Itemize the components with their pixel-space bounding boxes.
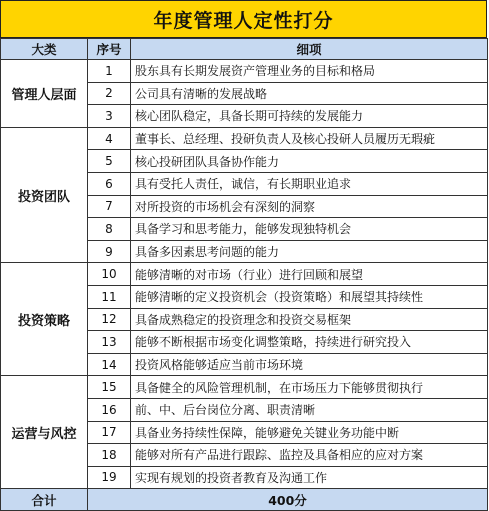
sheet-title: 年度管理人定性打分	[0, 0, 487, 38]
index-cell: 9	[88, 240, 131, 263]
detail-cell: 投资风格能够适应当前市场环境	[131, 353, 488, 376]
table-body	[1, 60, 488, 489]
detail-cell: 核心团队稳定，具备长期可持续的发展能力	[131, 105, 488, 128]
detail-cell: 具备成熟稳定的投资理念和投资交易框架	[131, 308, 488, 331]
index-cell: 18	[88, 444, 131, 467]
index-cell: 7	[88, 195, 131, 218]
header-index: 序号	[88, 39, 131, 60]
detail-cell: 具备多因素思考问题的能力	[131, 240, 488, 263]
index-cell: 13	[88, 331, 131, 354]
index-cell: 2	[88, 82, 131, 105]
index-cell: 11	[88, 285, 131, 308]
header-row	[1, 39, 488, 60]
index-cell: 16	[88, 398, 131, 421]
index-cell: 17	[88, 421, 131, 444]
detail-cell: 能够清晰的定义投资机会（投资策略）和展望其持续性	[131, 285, 488, 308]
table-row	[1, 376, 488, 399]
table-row	[1, 127, 488, 150]
category-cell: 投资团队	[1, 127, 88, 263]
index-cell: 1	[88, 60, 131, 83]
detail-cell: 具备学习和思考能力，能够发现独特机会	[131, 218, 488, 241]
detail-cell: 董事长、总经理、投研负责人及核心投研人员履历无瑕疵	[131, 127, 488, 150]
detail-cell: 具备业务持续性保障，能够避免关键业务功能中断	[131, 421, 488, 444]
detail-cell: 具有受托人责任，诚信，有长期职业追求	[131, 172, 488, 195]
detail-cell: 公司具有清晰的发展战略	[131, 82, 488, 105]
detail-cell: 实现有规划的投资者教育及沟通工作	[131, 466, 488, 489]
index-cell: 3	[88, 105, 131, 128]
index-cell: 15	[88, 376, 131, 399]
category-cell: 管理人层面	[1, 60, 88, 128]
total-label: 合计	[1, 489, 88, 511]
index-cell: 14	[88, 353, 131, 376]
score-table	[0, 38, 488, 511]
index-cell: 19	[88, 466, 131, 489]
header-category: 大类	[1, 39, 88, 60]
total-row	[1, 489, 488, 511]
index-cell: 5	[88, 150, 131, 173]
index-cell: 6	[88, 172, 131, 195]
index-cell: 12	[88, 308, 131, 331]
detail-cell: 股东具有长期发展资产管理业务的目标和格局	[131, 60, 488, 83]
detail-cell: 能够清晰的对市场（行业）进行回顾和展望	[131, 263, 488, 286]
table-row	[1, 60, 488, 83]
detail-cell: 前、中、后台岗位分离、职责清晰	[131, 398, 488, 421]
detail-cell: 能够对所有产品进行跟踪、监控及具备相应的应对方案	[131, 444, 488, 467]
detail-cell: 对所投资的市场机会有深刻的洞察	[131, 195, 488, 218]
detail-cell: 能够不断根据市场变化调整策略，持续进行研究投入	[131, 331, 488, 354]
index-cell: 10	[88, 263, 131, 286]
header-detail: 细项	[131, 39, 488, 60]
category-cell: 投资策略	[1, 263, 88, 376]
table-row	[1, 263, 488, 286]
category-cell: 运营与风控	[1, 376, 88, 489]
index-cell: 4	[88, 127, 131, 150]
index-cell: 8	[88, 218, 131, 241]
detail-cell: 核心投研团队具备协作能力	[131, 150, 488, 173]
total-value: 400分	[88, 489, 488, 511]
detail-cell: 具备健全的风险管理机制，在市场压力下能够贯彻执行	[131, 376, 488, 399]
